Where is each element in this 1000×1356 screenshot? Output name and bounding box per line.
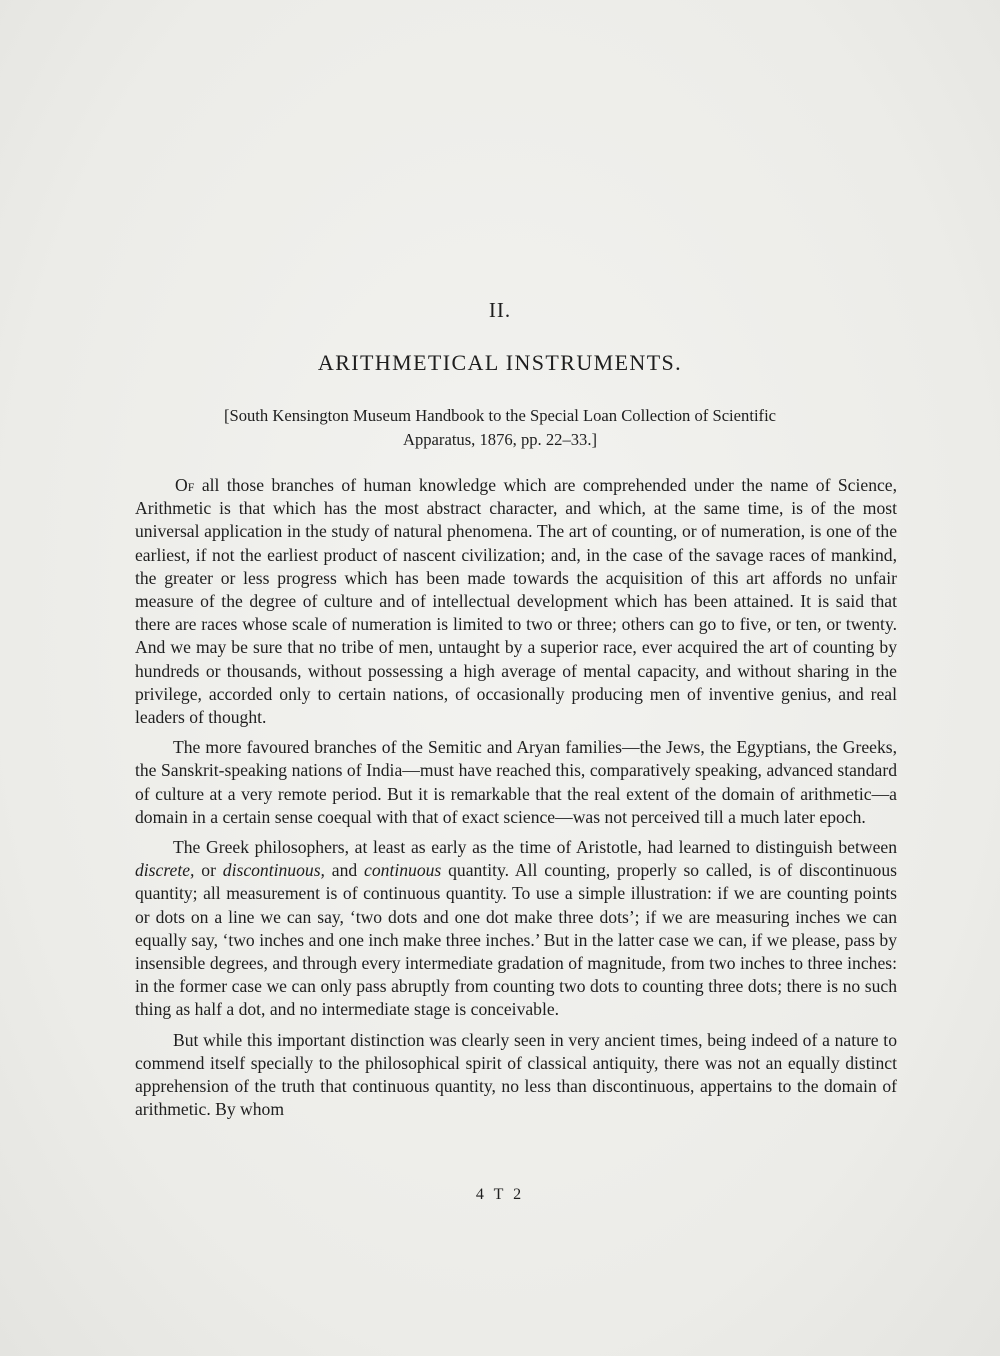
section-title: ARITHMETICAL INSTRUMENTS. [317, 350, 683, 375]
term-discontinuous: discontinuous, [222, 860, 325, 881]
paragraph-3-text-d: quantity. All counting, properly so called, is of discontinuous quantity; all measurement is of continuous quantity. To use a simple illustration: if we are counting points or dots on a line we can say, ‘two dots and one dot make three dots’; if we are measuring inches we can equally say, ‘two inches and one inch make three inches.’ But in the latter case we can, if we please, pass by insensible degrees, and through every intermediate gradation of magnitude, from two inches to three inches: in the former case we can only pass abruptly from counting two dots to counting three dots; there is no such thing as half a dot, and no intermediate stage is conceivable. [135, 860, 897, 1020]
citation-line-1: [South Kensington Museum Handbook to the Special Loan Collection of Scientific [223, 406, 777, 425]
term-continuous: continuous [364, 860, 442, 881]
paragraph-1 [135, 474, 897, 729]
paragraph-4: But while this important distinction was clearly seen in very ancient times, being indeed of a nature to commend itself specially to the philosophical spirit of classical antiquity, there was not an equally distinct apprehension of the truth that continuous quantity, no less than discontinuous, appertains to the domain of arithmetic. By whom [135, 1029, 897, 1120]
paragraph-2: The more favoured branches of the Semitic and Aryan families—the Jews, the Egyptians, the Greeks, the Sanskrit-speaking nations of India—must have reached this, comparatively speaking, advanced standard of culture at a very remote period. But it is remarkable that the real extent of the domain of arithmetic—a domain in a certain sense coequal with that of exact science—was not perceived till a much later epoch. [135, 737, 897, 827]
citation-line-2: Apparatus, 1876, pp. 22–33.] [402, 430, 598, 449]
body-text [135, 474, 897, 1128]
section-number: II. [488, 298, 512, 322]
paragraph-3 [135, 836, 897, 1022]
paragraph-1-text: all those branches of human knowledge which are comprehended under the name of Science, Arithmetic is that which has the most abstract character, and which, at the same time, is of the most universal application in the study of natural phenomena. The art of counting, or of numeration, is one of the earliest, if not the earliest product of nascent civilization; and, in the case of the savage races of mankind, the greater or less progress which has been made towards the acquisition of this art affords no unfair measure of the degree of culture and of intellectual development which has been attained. It is said that there are races whose scale of numeration is limited to two or three; others can go to five, or ten, or twenty. And we may be sure that no tribe of men, untaught by a superior race, ever acquired the art of counting by hundreds or thousands, without possessing a high average of mental capacity, and without sharing in the privilege, accorded only to certain nations, of occasionally producing men of inventive genius, and real leaders of thought. [135, 475, 898, 728]
term-discrete: discrete, [135, 860, 195, 881]
signature-mark: 4 T 2 [475, 1186, 525, 1203]
citation [150, 404, 850, 452]
paragraph-3-text-a: The Greek philosophers, at least as early as the time of Aristotle, had learned to distinguish between [173, 837, 897, 858]
paragraph-3-text-b: or [201, 860, 216, 881]
drop-cap-word: Of [175, 475, 195, 495]
paragraph-3-text-c: and [331, 860, 358, 881]
